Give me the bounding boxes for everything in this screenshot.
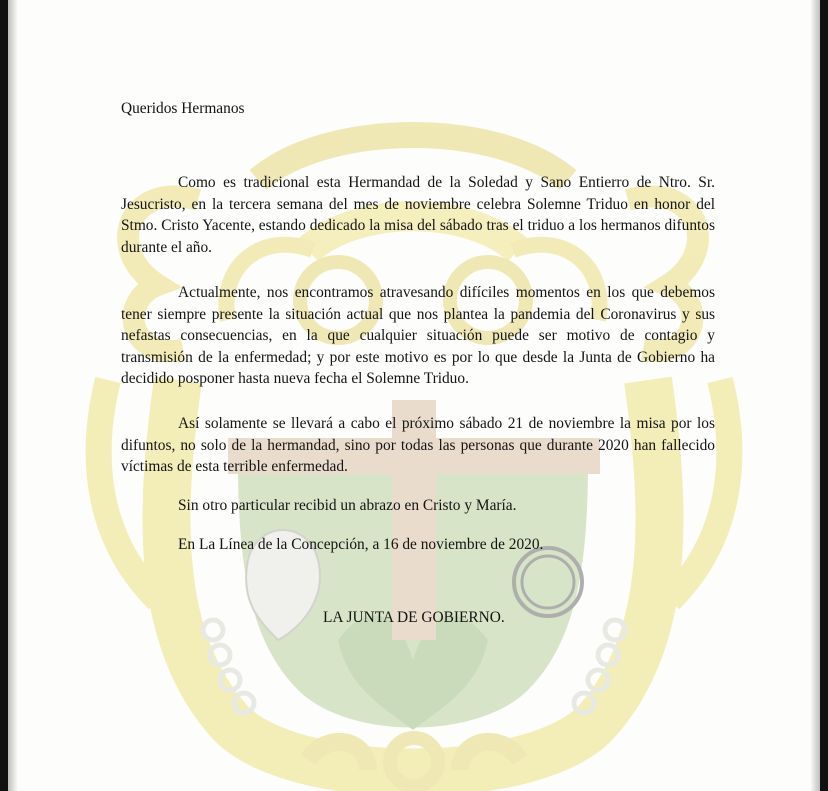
greeting: Queridos Hermanos [121,100,245,117]
paragraph-tradition: Como es tradicional esta Hermandad de la Soledad y Sano Entierro de Ntro. Sr. Jesucristo, en la tercera semana del mes de noviembre celebra Solemne Triduo en honor del Stmo. Cristo Yacente, estando dedicado la misa del sábado tras el triduo a los hermanos difuntos durante el año. [121,174,715,256]
paragraph-pandemic: Actualmente, nos encontramos atravesando difíciles momentos en los que debemos tener siempre presente la situación actual que nos plantea la pandemia del Coronavirus y sus nefastas consecuencias, en la que cualquier situación puede ser motivo de contagio y transmisión de la enfermedad; y por este motivo es por lo que desde la Junta de Gobierno ha decidido posponer hasta nueva fecha el Solemne Triduo. [121,284,715,387]
place-date-line: En La Línea de la Concepción, a 16 de noviembre de 2020. [178,536,544,553]
paragraph-mass: Así solamente se llevará a cabo el próximo sábado 21 de noviembre la misa por los difuntos, no solo de la hermandad, sino por todas las personas que durante 2020 han fallecido víctimas de esta terrible enfermedad. [121,415,715,475]
letter-page [8,0,820,791]
page-edge-shadow-right [810,0,820,791]
closing-line: Sin otro particular recibid un abrazo en Cristo y María. [178,497,517,514]
page-edge-shadow-left [8,0,18,791]
signature: LA JUNTA DE GOBIERNO. [323,609,505,626]
